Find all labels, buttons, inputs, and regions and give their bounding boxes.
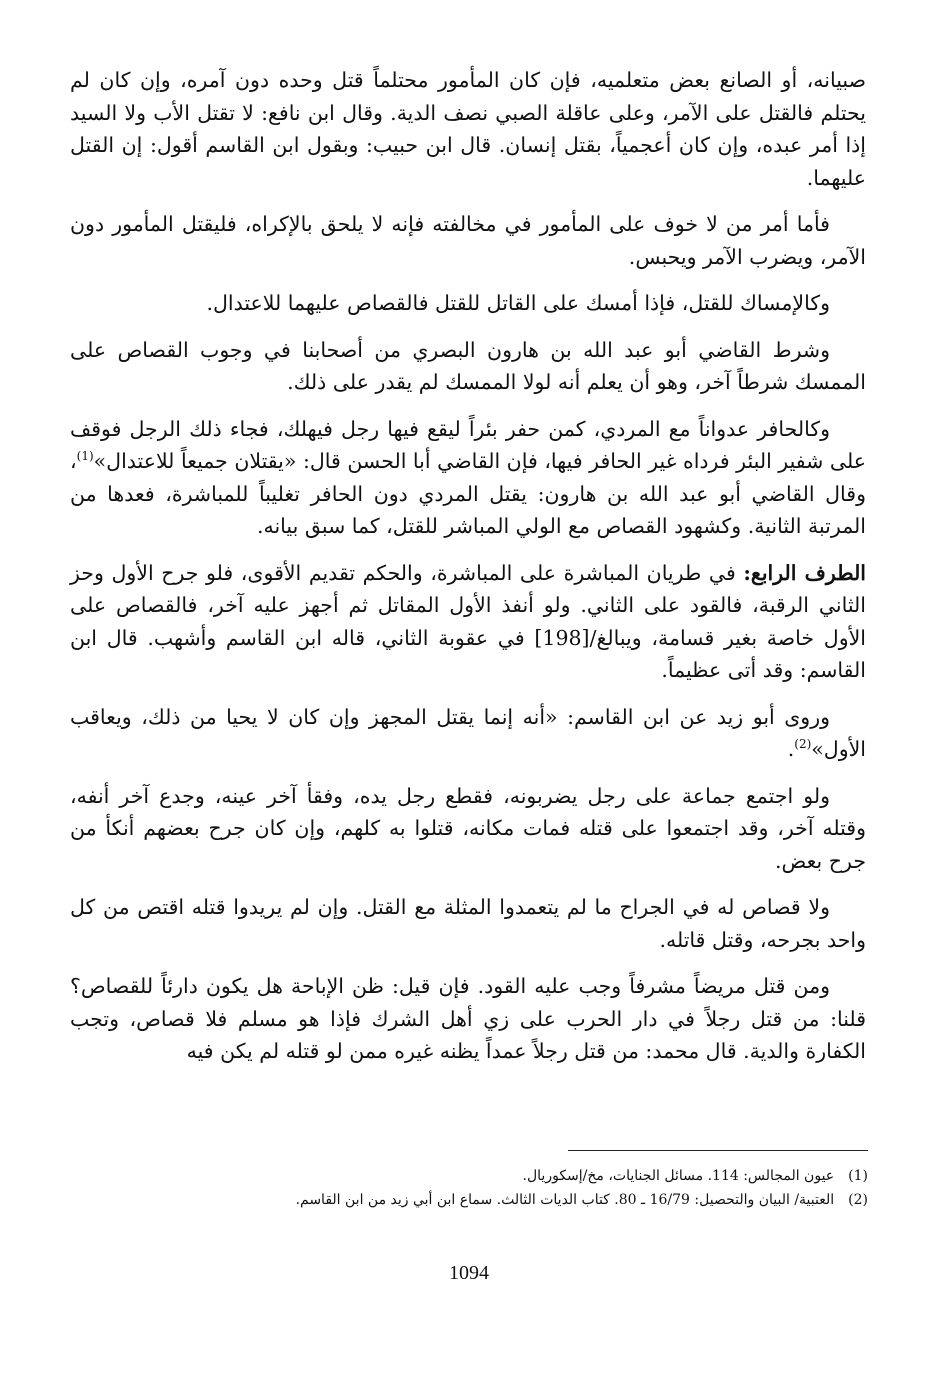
paragraph-text: ولو اجتمع جماعة على رجل يضربونه، فقطع رجل يده، وفقأ آخر عينه، وجدع آخر أنفه، وقتله آخر، وقد اجتمعوا على قتله فمات مكانه، قتلوا به كلهم، وإن كان جرح بعضهم أنكأ من جرح بعض. [70,783,866,873]
paragraph-text: ومن قتل مريضاً مشرفاً وجب عليه القود. فإن قيل: ظن الإباحة هل يكون دارئاً للقصاص؟ قلنا: من قتل رجلاً في دار الحرب على زي أهل الشرك فإذا هو مسلم فلا قصاص، وتجب الكفارة والدية. قال محمد: من قتل رجلاً عمداً يظنه غيره ممن لو قتله لم يكن فيه [70,974,866,1063]
paragraph-text: وروى أبو زيد عن ابن القاسم: «أنه إنما يقتل المجهز وإن كان لا يحيا من ذلك، ويعاقب الأول» [70,704,866,761]
paragraph-text: وشرط القاضي أبو عبد الله بن هارون البصري من أصحابنا في وجوب القصاص على الممسك شرطاً آخر، وهو أن يعلم أنه لولا الممسك لم يقدر على ذلك. [70,337,866,394]
footnote-text: عيون المجالس: 114. مسائل الجنايات، مخ/إسكوريال. [522,1168,835,1184]
paragraph-4 [70,334,866,399]
footnote-text: العتبية/ البيان والتحصيل: 16/79 ـ 80. كتاب الديات الثالث. سماع ابن أبي زيد من ابن القاسم. [295,1192,835,1208]
paragraph-1 [70,64,866,194]
paragraph-text-tail: ، وقال القاضي أبو عبد الله بن هارون: يقتل المردي دون الحافر تغليباً للمباشرة، فعدها من المرتبة الثانية. وكشهود القصاص مع الولي المباشر للقتل، كما سبق بيانه. [70,449,866,538]
paragraph-text: صبيانه، أو الصانع بعض متعلميه، فإن كان المأمور محتلماً قتل وحده دون آمره، وإن كان لم يحتلم فالقتل على الآمر، وعلى عاقلة الصبي نصف الدية. وقال ابن نافع: لا تقتل الأب ولا السيد إذا أمر عبده، وإن كان أعجمياً، بقتل إنسان. قال ابن حبيب: وبقول ابن القاسم أقول: إن القتل عليهما. [70,68,866,190]
footnote-ref-2: (2) [794,737,812,752]
page-body [70,64,866,1082]
paragraph-9 [70,891,866,956]
footnote-divider [568,1150,868,1151]
paragraph-5 [70,413,866,543]
footnotes [72,1164,868,1212]
paragraph-text: ولا قصاص له في الجراح ما لم يتعمدوا المثلة مع القتل. وإن لم يريدوا قتله اقتص من كل واحد بجرحه، وقتل قاتله. [70,895,866,952]
footnote-2 [72,1188,868,1212]
footnote-number: (1) [848,1168,868,1184]
footnote-ref-1: (1) [76,449,94,464]
paragraph-text: وكالإمساك للقتل، فإذا أمسك على القاتل للقتل فالقصاص عليهما للاعتدال. [206,291,830,315]
paragraph-10 [70,970,866,1068]
paragraph-text: فأما أمر من لا خوف على المأمور في مخالفته فإنه لا يلحق بالإكراه، فليقتل المأمور دون الآمر، ويضرب الآمر ويحبس. [70,212,866,269]
paragraph-6 [70,557,866,687]
paragraph-7 [70,701,866,766]
footnote-1 [72,1164,868,1188]
paragraph-text-tail: . [787,737,795,761]
page-number: 1094 [449,1262,489,1284]
section-heading: الطرف الرابع: [743,560,867,585]
paragraph-text: وكالحافر عدواناً مع المردي، كمن حفر بئراً ليقع فيها رجل فيهلك، فجاء ذلك الرجل فوقف على شفير البئر فرداه غير الحافر فيها، فإن القاضي أبا الحسن قال: «يقتلان جميعاً للاعتدال» [70,416,866,473]
paragraph-3 [70,287,866,320]
footnote-number: (2) [848,1192,868,1208]
paragraph-8 [70,780,866,878]
paragraph-2 [70,208,866,273]
paragraph-text: في طريان المباشرة على المباشرة، والحكم تقديم الأقوى، فلو جرح الأول وحز الثاني الرقبة، فالقود على الثاني. ولو أنفذ الأول المقاتل ثم أجهز عليه آخر، فالقصاص على الأول خاصة بغير قسامة، ويبالغ/[198] في عقوبة الثاني، قاله ابن القاسم وأشهب. قال ابن القاسم: وقد أتى عظيماً. [70,560,866,682]
